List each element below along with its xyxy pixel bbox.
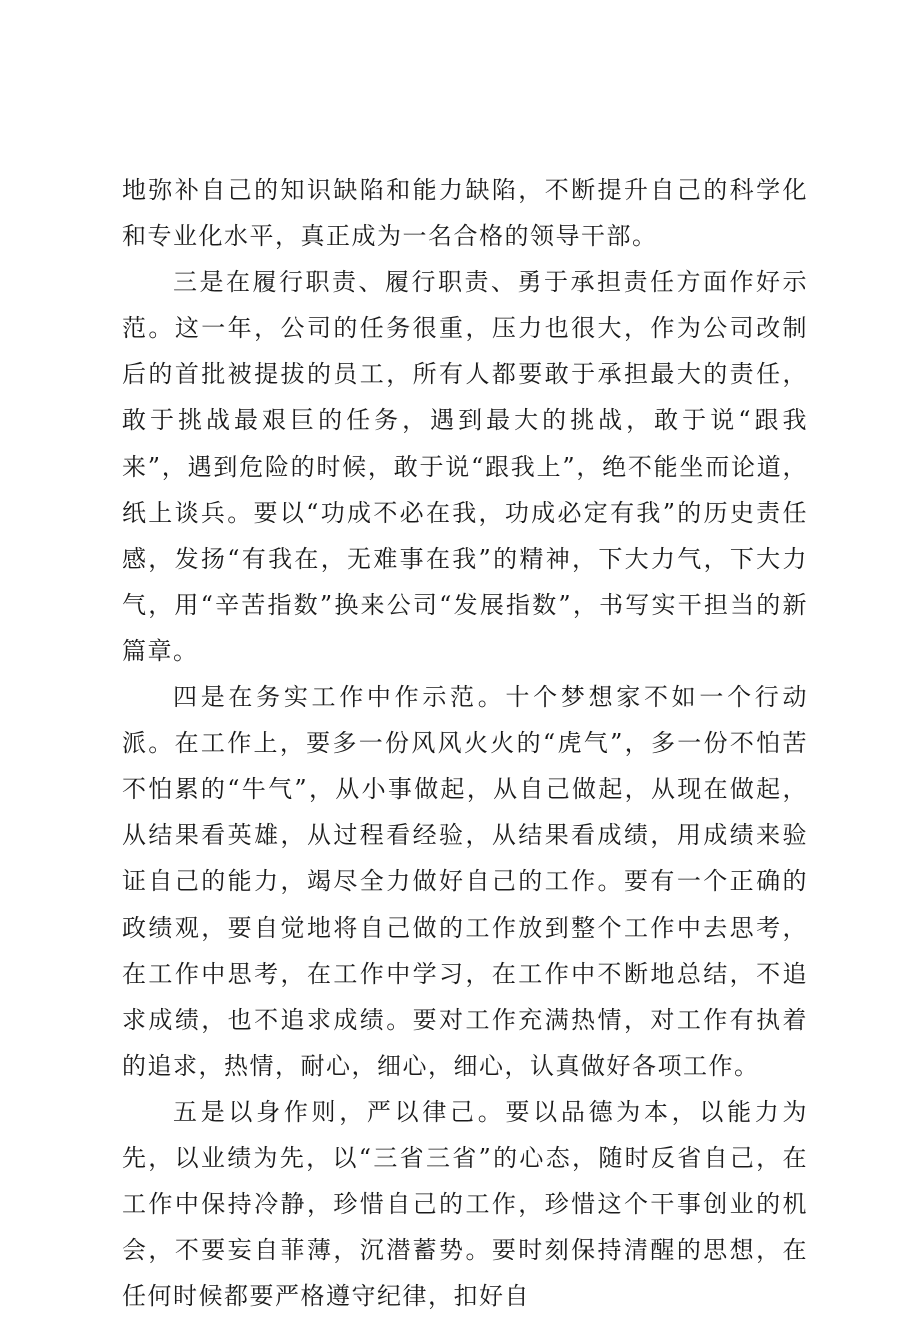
- paragraph-point-five: 五是以身作则，严以律己。要以品德为本，以能力为先，以业绩为先，以“三省三省”的心态，随时反省自己，在工作中保持冷静，珍惜自己的工作，珍惜这个干事创业的机会，不要妄自菲薄，沉潜蓄势。要时刻保持清醒的思想，在任何时候都要严格遵守纪律，扣好自: [122, 1097, 808, 1311]
- paragraph-point-three: 三是在履行职责、履行职责、勇于承担责任方面作好示范。这一年，公司的任务很重，压力也很大，作为公司改制后的首批被提拔的员工，所有人都要敢于承担最大的责任，敢于挑战最艰巨的任务，遇到最大的挑战，敢于说“跟我来”，遇到危险的时候，敢于说“跟我上”，绝不能坐而论道，纸上谈兵。要以“功成不必在我，功成必定有我”的历史责任感，发扬“有我在，无难事在我”的精神，下大力气，下大力气，用“辛苦指数”换来公司“发展指数”，书写实干担当的新篇章。: [122, 268, 808, 665]
- paragraph-continuation: 地弥补自己的知识缺陷和能力缺陷，不断提升自己的科学化和专业化水平，真正成为一名合格的领导干部。: [122, 176, 808, 251]
- paragraph-point-four: 四是在务实工作中作示范。十个梦想家不如一个行动派。在工作上，要多一份风风火火的“虎气”，多一份不怕苦不怕累的“牛气”，从小事做起，从自己做起，从现在做起，从结果看英雄，从过程看经验，从结果看成绩，用成绩来验证自己的能力，竭尽全力做好自己的工作。要有一个正确的政绩观，要自觉地将自己做的工作放到整个工作中去思考，在工作中思考，在工作中学习，在工作中不断地总结，不追求成绩，也不追求成绩。要对工作充满热情，对工作有执着的追求，热情，耐心，细心，细心，认真做好各项工作。: [122, 683, 808, 1080]
- document-body: [122, 167, 808, 1319]
